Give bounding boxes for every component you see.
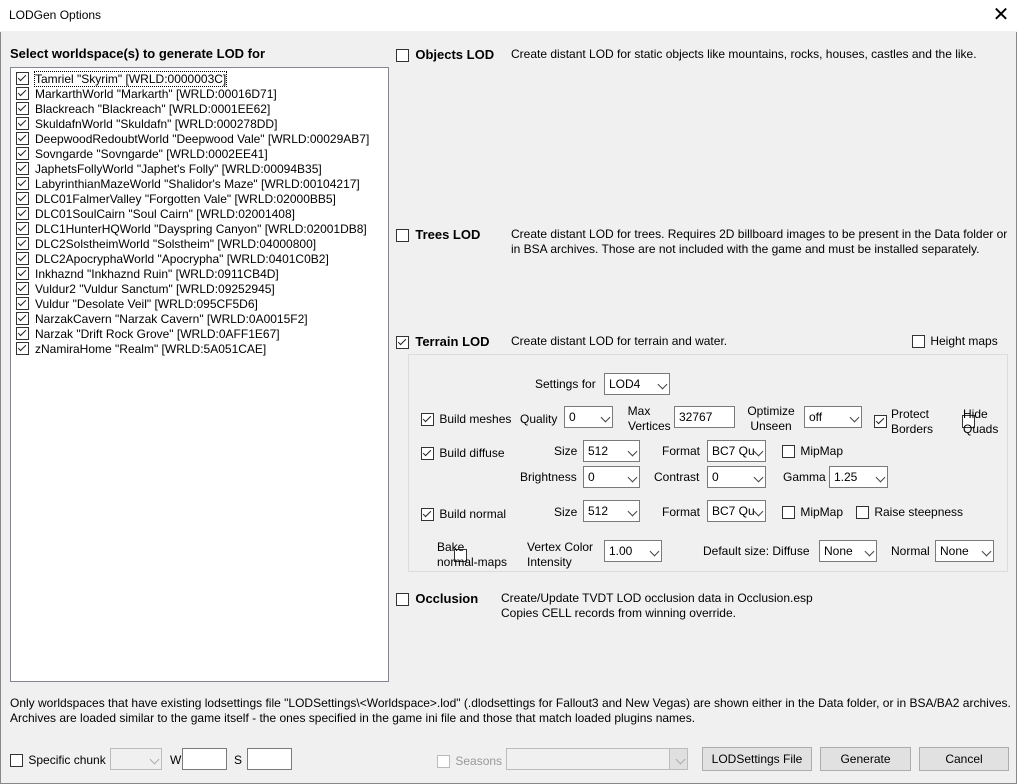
diffuse-size-select[interactable] [583,440,640,462]
raise-steepness-label: Raise steepness [874,505,964,519]
brightness-value: 0 [588,470,595,484]
footer-note-line2: Archives are loaded similar to the game itself - the ones specified in the game ini file and those that match loaded plugins names. [10,711,696,725]
worldspace-label: DeepwoodRedoubtWorld "Deepwood Vale" [WRLD:00029AB7] [35,132,370,146]
worldspace-check-icon[interactable] [16,117,29,130]
settings-for-label: Settings for [535,377,596,391]
worldspace-check-icon[interactable] [16,327,29,340]
worldspace-label: DLC01FalmerValley "Forgotten Vale" [WRLD:02000BB5] [35,192,336,206]
quality-select[interactable] [564,406,613,428]
worldspace-check-icon[interactable] [16,342,29,355]
diffuse-mipmap-check-icon[interactable] [782,445,795,458]
diffuse-format-label: Format [662,444,701,458]
worldspace-check-icon[interactable] [16,297,29,310]
normal-mipmap-checkbox[interactable] [782,505,843,519]
gamma-value: 1.25 [834,470,858,484]
build-diffuse-label: Build diffuse [439,446,505,460]
occlusion-label: Occlusion [415,591,479,606]
worldspace-label: DLC01SoulCairn "Soul Cairn" [WRLD:02001408] [35,207,295,221]
settings-for-select[interactable] [604,373,670,395]
worldspace-item[interactable] [16,237,316,252]
worldspace-item[interactable] [16,267,279,282]
chevron-down-icon [628,447,638,457]
optimize-unseen-value: off [809,410,823,424]
vertex-color-intensity-label-2: Intensity [527,555,572,569]
default-normal-value: None [940,544,969,558]
worldspace-label: LabyrinthianMazeWorld "Shalidor's Maze" [WRLD:00104217] [35,177,360,191]
worldspace-check-icon[interactable] [16,192,29,205]
worldspace-label: zNamiraHome "Realm" [WRLD:5A051CAE] [35,342,267,356]
trees-lod-description-line1: Create distant LOD for trees. Requires 2D billboard images to be present in the Data folder or [511,227,1008,241]
specific-chunk-select[interactable] [110,748,162,770]
worldspace-label: JaphetsFollyWorld "Japhet's Folly" [WRLD:00094B35] [35,162,322,176]
default-diffuse-value: None [824,544,853,558]
worldspace-item[interactable] [16,252,329,267]
optimize-unseen-label-1: Optimize [747,404,795,418]
diffuse-format-select[interactable] [707,440,766,462]
contrast-label: Contrast [654,470,700,484]
worldspace-check-icon[interactable] [16,177,29,190]
trees-lod-label: Trees LOD [415,227,481,242]
worldspace-check-icon[interactable] [16,282,29,295]
brightness-label: Brightness [520,470,577,484]
protect-borders-label-2: Borders [891,422,934,436]
worldspace-label: DLC2SolstheimWorld "Solstheim" [WRLD:04000800] [35,237,317,251]
worldspace-item[interactable] [16,282,275,297]
seasons-checkbox[interactable] [437,754,502,768]
worldspace-label: Vuldur "Desolate Veil" [WRLD:095CF5D6] [35,297,258,311]
chevron-down-icon [628,507,638,517]
worldspace-label: SkuldafnWorld "Skuldafn" [WRLD:000278DD] [35,117,278,131]
worldspace-check-icon[interactable] [16,162,29,175]
chevron-down-icon [876,473,886,483]
build-meshes-check-icon[interactable] [421,413,434,426]
worldspace-item[interactable] [16,117,277,132]
vertex-color-intensity-select[interactable] [604,540,662,562]
seasons-label: Seasons [455,754,503,768]
objects-lod-label: Objects LOD [415,47,495,62]
default-size-diffuse-label: Default size: Diffuse [703,544,810,558]
terrain-settings-group [408,354,1008,572]
normal-mipmap-label: MipMap [800,505,844,519]
bake-label-1: Bake [437,540,465,554]
build-normal-check-icon[interactable] [421,508,434,521]
build-diffuse-check-icon[interactable] [421,447,434,460]
s-label: S [234,753,243,767]
worldspace-header: Select worldspace(s) to generate LOD for [10,46,266,61]
chevron-down-icon [650,547,660,557]
worldspace-check-icon[interactable] [16,267,29,280]
protect-borders-label-1: Protect [891,407,930,421]
diffuse-size-label: Size [554,444,578,458]
specific-chunk-check-icon[interactable] [10,754,23,767]
chevron-down-icon [754,447,764,457]
chevron-down-icon [982,547,992,557]
occlusion-checkbox[interactable] [396,591,478,606]
normal-size-label: Size [554,505,578,519]
worldspace-label: Inkhaznd "Inkhaznd Ruin" [WRLD:0911CB4D] [35,267,279,281]
height-maps-check-icon[interactable] [912,335,925,348]
occlusion-description-line2: Copies CELL records from winning override. [501,606,736,620]
terrain-lod-description: Create distant LOD for terrain and water. [511,334,728,348]
chevron-down-icon [601,413,611,423]
window-title: LODGen Options [9,8,102,22]
optimize-unseen-select[interactable] [804,406,862,428]
protect-borders-check-icon[interactable] [874,415,887,428]
worldspace-label: DLC1HunterHQWorld "Dayspring Canyon" [WRLD:02001DB8] [35,222,367,236]
normal-size-value: 512 [588,504,609,518]
build-meshes-checkbox[interactable] [421,412,511,426]
chevron-down-icon [865,547,875,557]
title-bar [0,0,1017,32]
worldspace-check-icon[interactable] [16,237,29,250]
default-normal-label: Normal [891,544,930,558]
occlusion-description-line1: Create/Update TVDT LOD occlusion data in Occlusion.esp [501,591,813,605]
diffuse-size-value: 512 [588,444,609,458]
worldspace-item[interactable] [16,207,295,222]
footer-note-line1: Only worldspaces that have existing lodsettings file "LODSettings\<Worldspace>.lod" (.dlodsettings for Fallout3 and New Vegas) are shown either in the Data folder, or in BSA/BA2 archives. [10,696,1011,710]
worldspace-item[interactable] [16,312,308,327]
worldspace-label: Blackreach "Blackreach" [WRLD:0001EE62] [35,102,271,116]
contrast-value: 0 [712,470,719,484]
default-diffuse-select[interactable] [819,540,877,562]
w-label: W [170,753,182,767]
worldspace-label: Sovngarde "Sovngarde" [WRLD:0002EE41] [35,147,268,161]
seasons-select[interactable] [506,748,688,770]
s-input[interactable] [247,748,292,770]
settings-for-value: LOD4 [609,377,641,391]
max-vertices-input[interactable]: 32767 [674,406,735,428]
height-maps-checkbox[interactable] [912,334,998,348]
cancel-button[interactable]: Cancel [919,747,1009,771]
worldspace-item[interactable] [16,297,258,312]
worldspace-list[interactable] [10,67,389,682]
raise-steepness-check-icon[interactable] [856,506,869,519]
build-meshes-label: Build meshes [439,412,512,426]
worldspace-check-icon[interactable] [16,147,29,160]
contrast-select[interactable] [707,466,766,488]
diffuse-mipmap-checkbox[interactable] [782,444,843,458]
worldspace-label: Narzak "Drift Rock Grove" [WRLD:0AFF1E67] [35,327,280,341]
chevron-down-icon [628,473,638,483]
objects-lod-checkbox[interactable] [396,47,494,62]
chevron-down-icon [850,413,860,423]
worldspace-check-icon[interactable] [16,252,29,265]
trees-lod-check-icon[interactable] [396,229,409,242]
trees-lod-description-line2: in BSA archives. Those are not included with the game and must be installed separately. [511,242,980,256]
worldspace-check-icon[interactable] [16,87,29,100]
occlusion-check-icon[interactable] [396,593,409,606]
build-normal-label: Build normal [439,507,507,521]
diffuse-mipmap-label: MipMap [800,444,844,458]
normal-size-select[interactable] [583,500,640,522]
worldspace-check-icon[interactable] [16,222,29,235]
worldspace-item[interactable] [16,342,266,357]
worldspace-item[interactable] [16,222,367,237]
hide-quads-label-2: Quads [963,422,999,436]
worldspace-label: DLC2ApocryphaWorld "Apocrypha" [WRLD:0401C0B2] [35,252,329,266]
chevron-down-icon [658,380,668,390]
worldspace-check-icon[interactable] [16,312,29,325]
gamma-label: Gamma [783,470,826,484]
worldspace-item[interactable] [16,132,369,147]
max-vertices-label-1: Max [627,404,651,418]
worldspace-check-icon[interactable] [16,102,29,115]
normal-format-value: BC7 Qu [712,504,755,518]
worldspace-item[interactable] [16,72,226,87]
worldspace-label: Tamriel "Skyrim" [WRLD:0000003C] [35,72,227,86]
quality-label: Quality [520,412,558,426]
diffuse-format-value: BC7 Qu [712,444,755,458]
generate-button[interactable]: Generate [820,747,911,771]
worldspace-item[interactable] [16,177,360,192]
worldspace-label: MarkarthWorld "Markarth" [WRLD:00016D71] [35,87,277,101]
gamma-select[interactable] [829,466,888,488]
specific-chunk-label: Specific chunk [28,753,106,767]
raise-steepness-checkbox[interactable] [856,505,963,519]
worldspace-item[interactable] [16,162,322,177]
terrain-lod-label: Terrain LOD [415,334,490,349]
objects-lod-check-icon[interactable] [396,49,409,62]
optimize-unseen-label-2: Unseen [750,419,792,433]
max-vertices-label-2: Vertices [628,419,671,433]
build-diffuse-checkbox[interactable] [421,446,505,460]
normal-format-label: Format [662,505,701,519]
objects-lod-description: Create distant LOD for static objects like mountains, rocks, houses, castles and the like. [511,47,977,61]
chevron-down-icon [150,755,160,765]
trees-lod-checkbox[interactable] [396,227,480,242]
brightness-select[interactable] [583,466,640,488]
worldspace-item[interactable] [16,102,270,117]
build-normal-checkbox[interactable] [421,507,506,521]
quality-value: 0 [569,410,576,424]
worldspace-check-icon[interactable] [16,132,29,145]
worldspace-check-icon[interactable] [16,207,29,220]
worldspace-item[interactable] [16,327,280,342]
vertex-color-intensity-label-1: Vertex Color [527,540,594,554]
terrain-lod-check-icon[interactable] [396,336,409,349]
close-icon[interactable]: ✕ [992,4,1010,26]
normal-mipmap-check-icon[interactable] [782,506,795,519]
default-normal-select[interactable] [935,540,994,562]
worldspace-label: Vuldur2 "Vuldur Sanctum" [WRLD:09252945] [35,282,275,296]
hide-quads-label-1: Hide [963,407,988,421]
seasons-check-icon[interactable] [437,755,450,768]
worldspace-label: NarzakCavern "Narzak Cavern" [WRLD:0A0015F2] [35,312,308,326]
height-maps-label: Height maps [930,334,998,348]
normal-format-select[interactable] [707,500,766,522]
worldspace-item[interactable] [16,192,336,207]
worldspace-check-icon[interactable] [16,72,29,85]
chevron-down-icon [754,507,764,517]
terrain-lod-checkbox[interactable] [396,334,490,349]
vertex-color-intensity-value: 1.00 [609,544,633,558]
w-input[interactable] [182,748,227,770]
lodsettings-file-button[interactable]: LODSettings File [702,747,812,771]
specific-chunk-checkbox[interactable] [10,753,106,767]
worldspace-item[interactable] [16,147,268,162]
worldspace-item[interactable] [16,87,277,102]
chevron-down-icon [754,473,764,483]
bake-label-2: normal-maps [437,555,508,569]
